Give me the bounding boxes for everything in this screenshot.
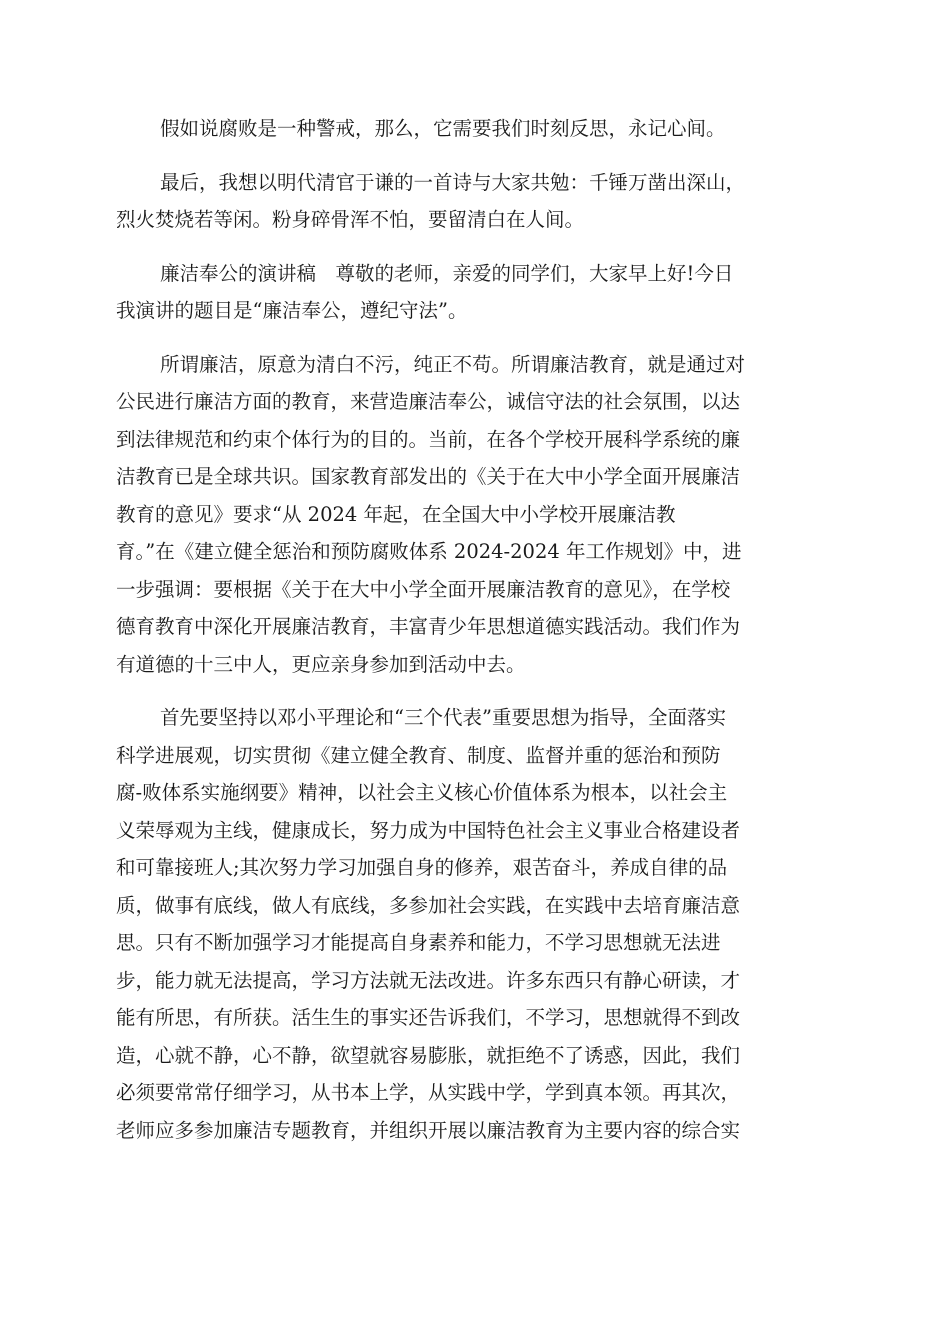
paragraph-3: [116, 255, 838, 330]
paragraph-line: 最后，我想以明代清官于谦的一首诗与大家共勉：千锤万凿出深山，: [160, 170, 746, 194]
paragraph-line: 烈火焚烧若等闲。粉身碎骨浑不怕，要留清白在人间。: [116, 208, 585, 231]
paragraph-line: 造，心就不静，心不静，欲望就容易膨胀，就拒绝不了诱惑，因此，我们: [116, 1043, 741, 1067]
paragraph-line: 廉洁奉公的演讲稿 尊敬的老师，亲爱的同学们，大家早上好!今日: [160, 261, 734, 285]
paragraph-line: 洁教育已是全球共识。国家教育部发出的《关于在大中小学全面开展廉洁: [116, 465, 741, 488]
paragraph-line: 能有所思，有所获。活生生的事实还告诉我们，不学习，思想就得不到改: [116, 1006, 741, 1029]
paragraph-line: 腐-败体系实施纲要》精神，以社会主义核心价值体系为根本，以社会主: [116, 781, 728, 804]
paragraph-line: 首先要坚持以邓小平理论和“三个代表”重要思想为指导，全面落实: [160, 706, 726, 729]
paragraph-line: 所谓廉洁，原意为清白不污，纯正不苟。所谓廉洁教育，就是通过对: [160, 352, 746, 376]
paragraph-line: 公民进行廉洁方面的教育，来营造廉洁奉公，诚信守法的社会氛围，以达: [116, 390, 741, 413]
paragraph-line: 科学进展观，切实贯彻《建立健全教育、制度、监督并重的惩治和预防: [116, 743, 721, 767]
paragraph-line: 我演讲的题目是“廉洁奉公，遵纪守法”。: [116, 299, 468, 322]
paragraph-1: [116, 110, 838, 148]
paragraph-5: [116, 699, 838, 1149]
paragraph-line: 假如说腐败是一种警戒，那么，它需要我们时刻反思，永记心间。: [160, 117, 726, 140]
paragraph-4: [116, 346, 838, 684]
paragraph-line: 义荣辱观为主线，健康成长，努力成为中国特色社会主义事业合格建设者: [116, 818, 741, 842]
paragraph-line: 老师应多参加廉洁专题教育，并组织开展以廉洁教育为主要内容的综合实: [116, 1118, 741, 1142]
paragraph-line: 必须要常常仔细学习，从书本上学，从实践中学，学到真本领。再其次，: [116, 1081, 741, 1104]
paragraph-line: 步，能力就无法提高，学习方法就无法改进。许多东西只有静心研读，才: [116, 968, 741, 992]
paragraph-line: 到法律规范和约束个体行为的目的。当前，在各个学校开展科学系统的廉: [116, 427, 741, 451]
paragraph-line: 有道德的十三中人，更应亲身参加到活动中去。: [116, 652, 526, 676]
paragraph-2: [116, 164, 838, 239]
paragraph-line: 教育的意见》要求“从 2024 年起，在全国大中小学校开展廉洁教: [116, 502, 676, 526]
paragraph-line: 质，做事有底线，做人有底线，多参加社会实践，在实践中去培育廉洁意: [116, 893, 741, 917]
document-body: [116, 110, 838, 1149]
paragraph-line: 和可靠接班人;其次努力学习加强自身的修养，艰苦奋斗，养成自律的品: [116, 856, 728, 879]
paragraph-line: 德育教育中深化开展廉洁教育，丰富青少年思想道德实践活动。我们作为: [116, 615, 741, 638]
paragraph-line: 育。”在《建立健全惩治和预防腐败体系 2024-2024 年工作规划》中，进: [116, 540, 742, 563]
paragraph-line: 一步强调：要根据《关于在大中小学全面开展廉洁教育的意见》，在学校: [116, 577, 731, 601]
paragraph-line: 思。只有不断加强学习才能提高自身素养和能力，不学习思想就无法进: [116, 931, 721, 954]
